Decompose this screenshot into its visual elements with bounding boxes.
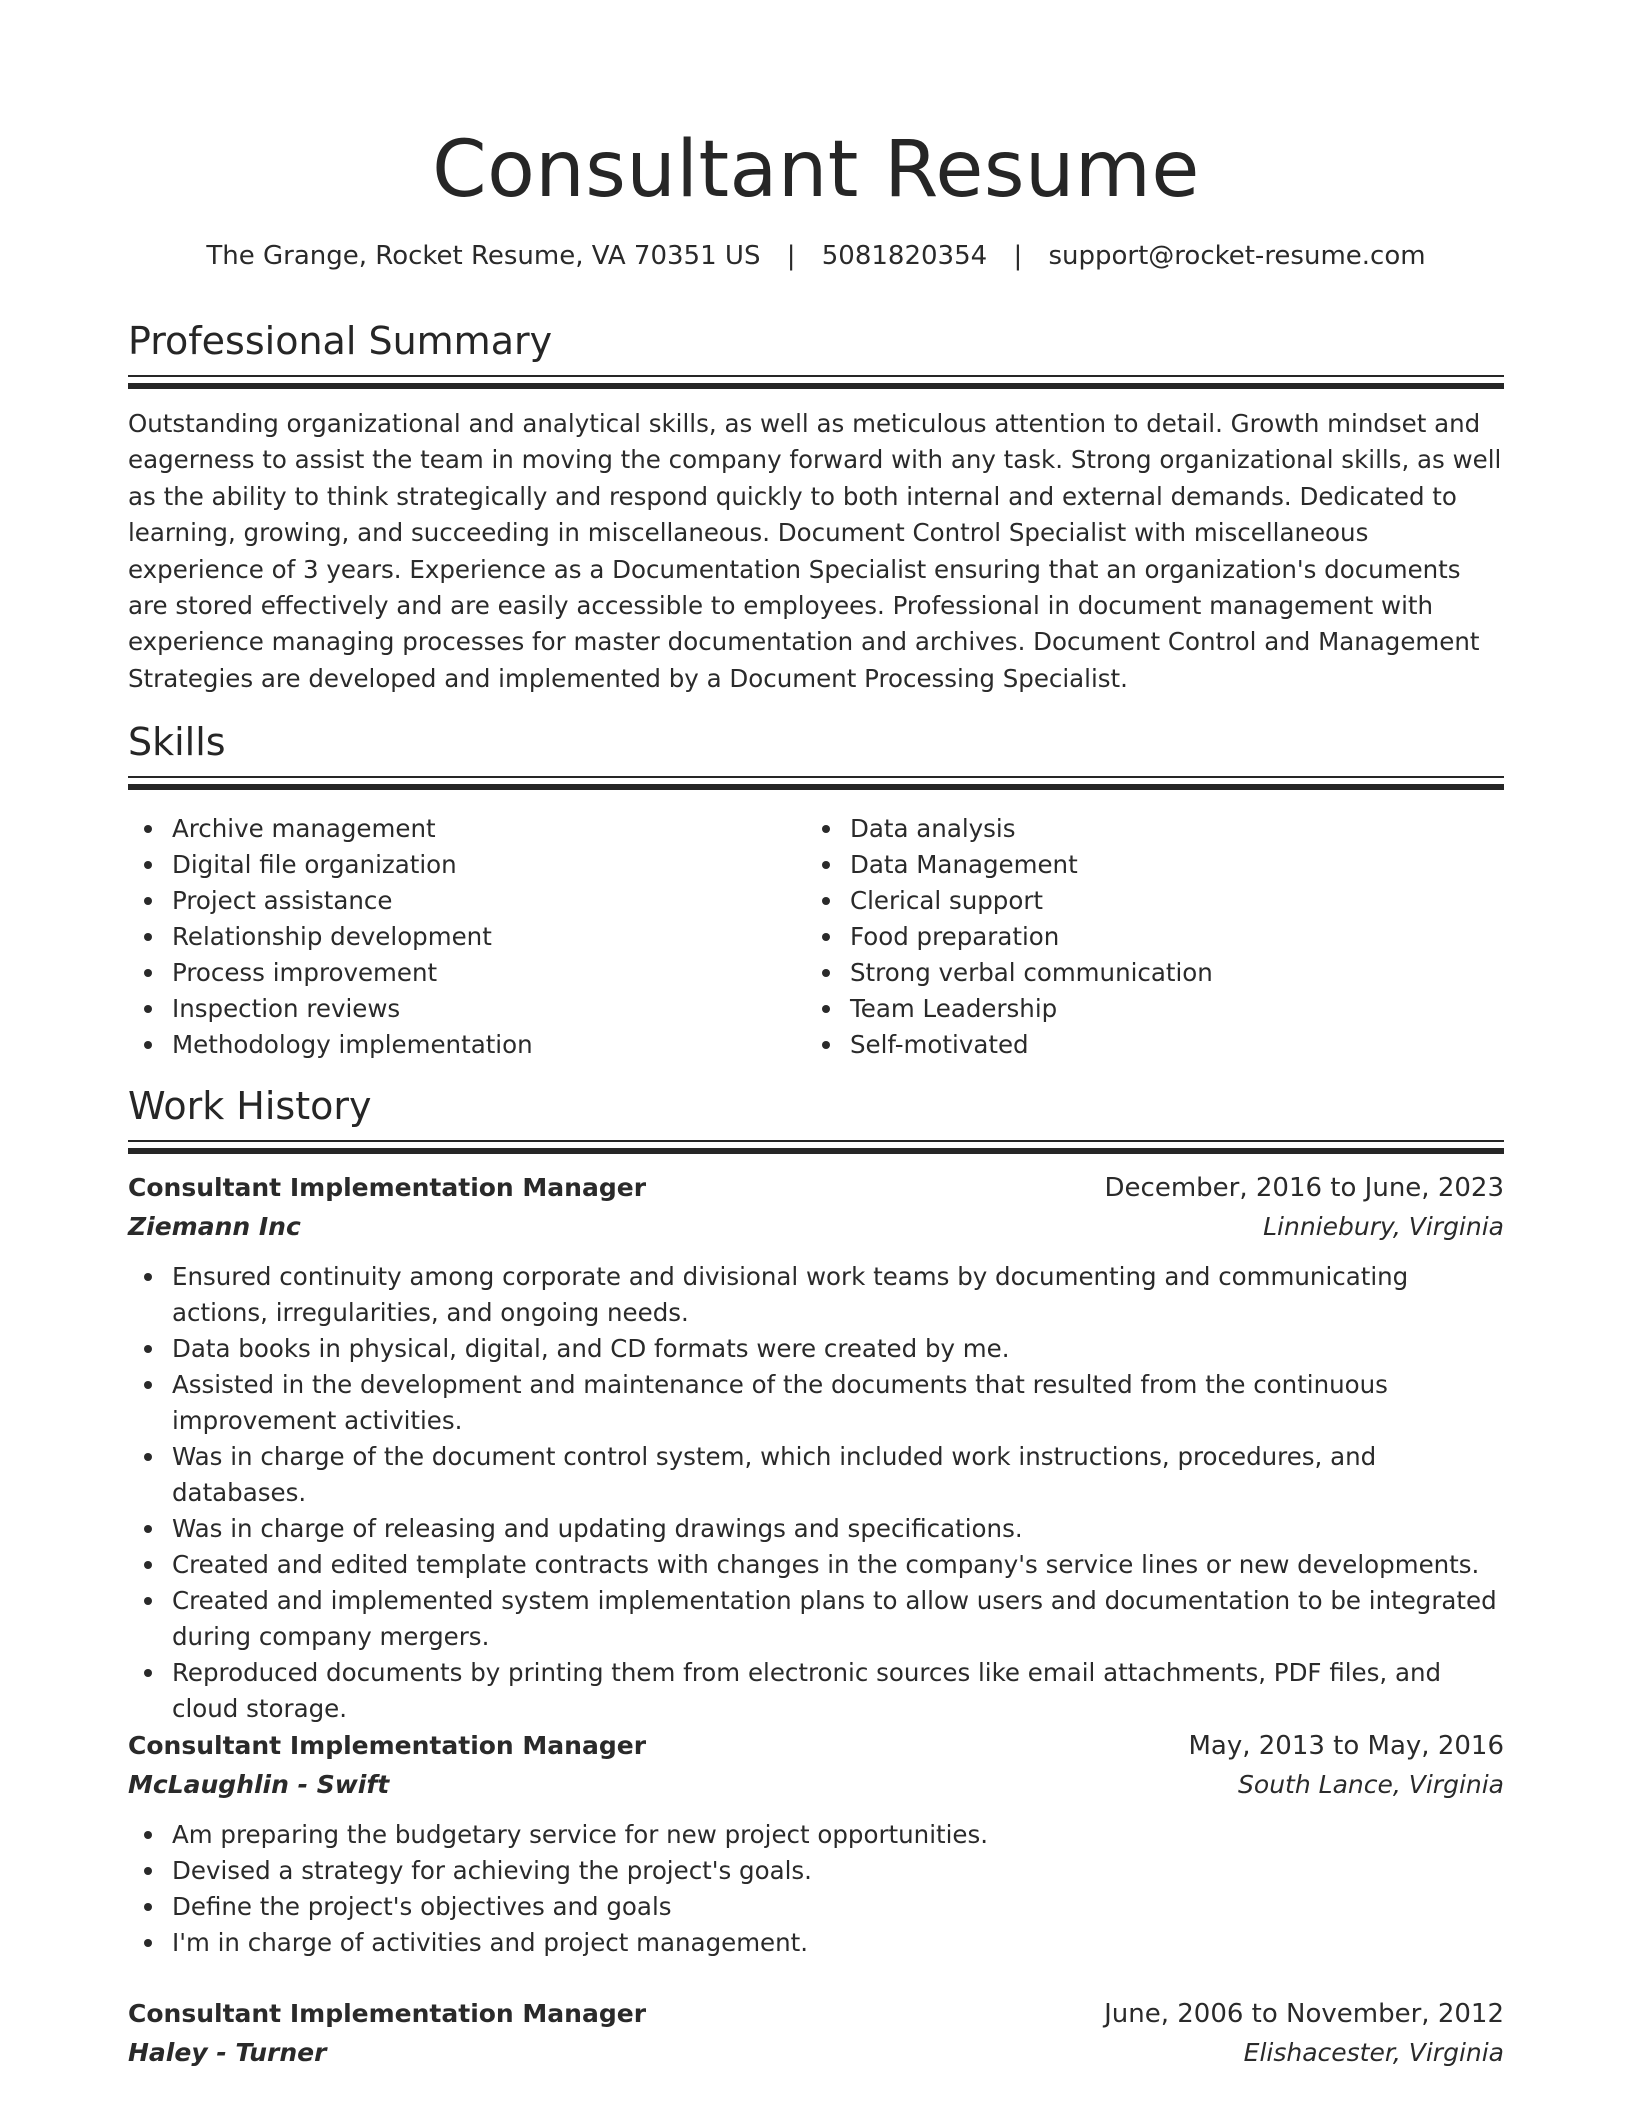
skill-item: Inspection reviews (172, 991, 806, 1027)
job-bullet: Was in charge of releasing and updating drawings and specifications. (172, 1511, 1504, 1547)
job-bullet: Was in charge of the document control system, which included work instructions, procedures, and databases. (172, 1439, 1504, 1511)
job-dates: May, 2013 to May, 2016 (1188, 1731, 1504, 1761)
skills-list (128, 811, 1504, 1063)
job-bullet: Data books in physical, digital, and CD formats were created by me. (172, 1331, 1504, 1367)
job-title: Consultant Implementation Manager (128, 1999, 647, 2028)
contact-line (128, 238, 1504, 274)
job-bullet: Created and implemented system implementation plans to allow users and documentation to be integrated during company mergers. (172, 1583, 1504, 1655)
job-bullet: Define the project's objectives and goals (172, 1889, 1504, 1925)
job-bullet: Created and edited template contracts with changes in the company's service lines or new developments. (172, 1547, 1504, 1583)
skill-item: Project assistance (172, 883, 806, 919)
skills-heading: Skills (128, 720, 226, 764)
skill-item: Food preparation (850, 919, 1484, 955)
summary-heading: Professional Summary (128, 319, 553, 363)
contact-phone: 5081820354 (821, 241, 988, 271)
contact-separator: | (1013, 241, 1023, 271)
job-title: Consultant Implementation Manager (128, 1731, 647, 1760)
summary-text: Outstanding organizational and analytical skills, as well as meticulous attention to detail. Growth mindset and eagerness to assist the team in moving the company forward with any task. Strong organizational skills, as well as the ability to think strategically and respond quickly to both internal and external demands. Dedicated to learning, growing, and succeeding in miscellaneous. Document Control Specialist with miscellaneous experience of 3 years. Experience as a Documentation Specialist ensuring that an organization's documents are stored effectively and are easily accessible to employees. Professional in document management with experience managing processes for master documentation and archives. Document Control and Management Strategies are developed and implemented by a Document Processing Specialist. (128, 409, 1502, 693)
skills-column-right (806, 811, 1484, 1063)
job-entry (128, 1727, 1504, 1961)
job-title: Consultant Implementation Manager (128, 1173, 647, 1202)
job-location: South Lance, Virginia (1238, 1770, 1504, 1799)
skill-item: Archive management (172, 811, 806, 847)
skill-item: Data Management (850, 847, 1484, 883)
job-dates: June, 2006 to November, 2012 (1104, 1999, 1504, 2029)
job-bullet: Devised a strategy for achieving the project's goals. (172, 1853, 1504, 1889)
job-bullet: Ensured continuity among corporate and divisional work teams by documenting and communicating actions, irregularities, and ongoing needs. (172, 1259, 1504, 1331)
job-company: Ziemann Inc (128, 1212, 301, 1241)
job-company: Haley - Turner (128, 2038, 327, 2067)
job-bullets (128, 1817, 1504, 1961)
job-bullet: Am preparing the budgetary service for new project opportunities. (172, 1817, 1504, 1853)
job-location: Linniebury, Virginia (1263, 1212, 1504, 1241)
contact-address: The Grange, Rocket Resume, VA 70351 US (206, 241, 761, 271)
skills-column-left (128, 811, 806, 1063)
job-bullet: I'm in charge of activities and project management. (172, 1925, 1504, 1961)
skill-item: Methodology implementation (172, 1027, 806, 1063)
summary-divider (128, 375, 1504, 389)
skill-item: Clerical support (850, 883, 1484, 919)
work-heading: Work History (128, 1084, 372, 1128)
skill-item: Strong verbal communication (850, 955, 1484, 991)
skill-item: Data analysis (850, 811, 1484, 847)
skill-item: Self-motivated (850, 1027, 1484, 1063)
work-divider (128, 1140, 1504, 1154)
contact-email: support@rocket-resume.com (1048, 241, 1426, 271)
skill-item: Relationship development (172, 919, 806, 955)
skill-item: Digital file organization (172, 847, 806, 883)
job-bullet: Assisted in the development and maintenance of the documents that resulted from the continuous improvement activities. (172, 1367, 1504, 1439)
job-company: McLaughlin - Swift (128, 1770, 390, 1799)
job-entry (128, 1995, 1504, 2073)
job-location: Elishacester, Virginia (1243, 2038, 1504, 2067)
skills-divider (128, 776, 1504, 790)
job-bullets (128, 1259, 1504, 1727)
skill-item: Process improvement (172, 955, 806, 991)
skill-item: Team Leadership (850, 991, 1484, 1027)
contact-separator: | (786, 241, 796, 271)
job-dates: December, 2016 to June, 2023 (1104, 1173, 1504, 1203)
job-bullet: Reproduced documents by printing them from electronic sources like email attachments, PDF files, and cloud storage. (172, 1655, 1504, 1727)
resume-title: Consultant Resume (432, 125, 1200, 215)
job-entry (128, 1169, 1504, 1727)
